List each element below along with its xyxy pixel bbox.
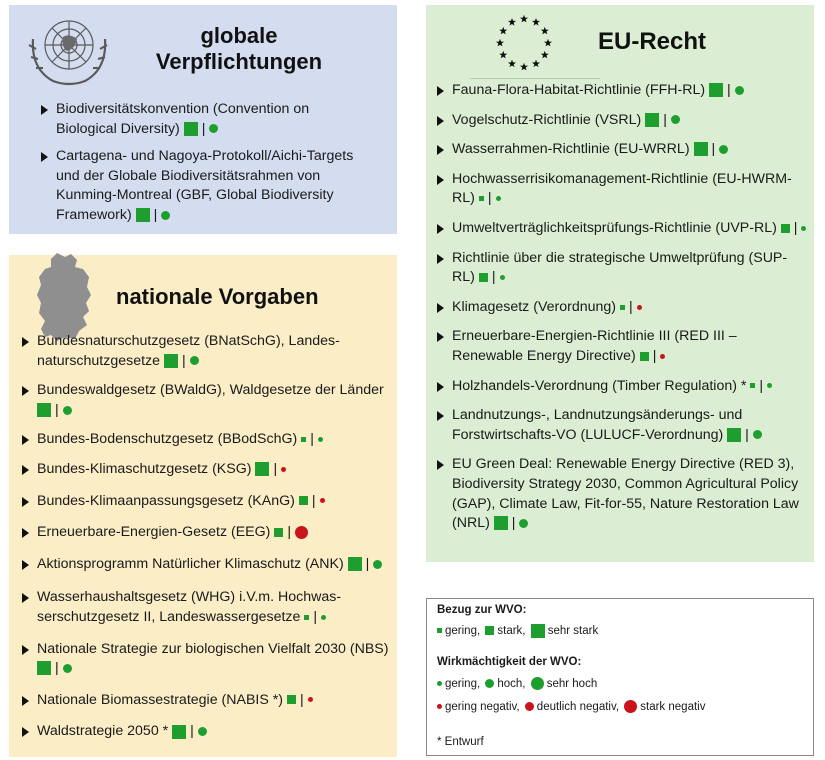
separator: | — [727, 82, 731, 98]
item-text: Waldstrategie 2050 * — [37, 723, 169, 740]
separator: | — [182, 352, 186, 369]
wirk-gering-symbol — [318, 437, 323, 442]
bezug-sehr-stark-symbol — [348, 557, 362, 571]
legend-bezug-sehr-stark: sehr stark — [547, 625, 599, 637]
national-item — [20, 430, 390, 450]
bezug-sehr-stark-symbol — [172, 725, 186, 739]
bezug-sehr-stark-symbol — [136, 208, 150, 222]
item-text: Nationale Strategie zur biologischen Vielfalt 2030 (NBS) — [37, 640, 389, 657]
item-text: Nationale Biomassestrategie (NABIS *) — [37, 691, 284, 708]
separator: | — [711, 141, 716, 158]
eu-star — [520, 15, 528, 23]
bezug-sehr-stark-symbol — [727, 428, 741, 442]
wirk-gering-symbol — [321, 615, 326, 620]
national-item — [20, 588, 390, 627]
eu-star — [496, 39, 504, 47]
bezug-stark-symbol — [274, 528, 283, 537]
separator: | — [311, 492, 316, 509]
eu-star — [544, 39, 552, 47]
separator: | — [201, 120, 206, 137]
wirk-hoch-symbol — [63, 664, 72, 673]
wirk-hoch-symbol — [190, 356, 199, 365]
item-text: Vogelschutz-Richtlinie (VSRL) — [452, 111, 642, 128]
eu-star — [499, 51, 507, 59]
bezug-gering-symbol — [479, 196, 484, 201]
wirk-hoch-symbol — [519, 519, 528, 528]
eu-item — [435, 327, 807, 366]
wirk-hoch-symbol — [671, 115, 680, 124]
wirk-gering-negativ-symbol — [320, 498, 325, 503]
national-item — [20, 523, 390, 543]
separator: | — [628, 298, 633, 315]
eu-star — [508, 18, 516, 26]
separator: | — [153, 206, 158, 223]
wirk-stark-negativ-symbol — [295, 526, 308, 539]
national-list — [20, 332, 390, 742]
bezug-gering-symbol — [750, 383, 755, 388]
eu-list — [435, 81, 807, 534]
item-text: Holzhandels-Verordnung (Timber Regulation) * — [452, 377, 747, 394]
separator: | — [652, 347, 657, 364]
item-text: Bundes-Klimaanpassungsgesetz (KAnG) — [37, 492, 295, 509]
wirk-hoch-symbol — [753, 430, 762, 439]
national-item — [20, 460, 390, 480]
wirk-gering-symbol — [767, 383, 772, 388]
national-requirements-panel — [9, 255, 397, 757]
eu-item — [435, 140, 807, 160]
legend-wirk-pos-row — [437, 676, 599, 692]
separator: | — [759, 377, 764, 394]
separator: | — [55, 660, 59, 677]
item-text: Bundes-Klimaschutzgesetz (KSG) — [37, 460, 252, 477]
bezug-sehr-stark-symbol — [494, 516, 508, 530]
item-text: Bundesnaturschutzgesetz (BNatSchG), Landes-naturschutzgesetze — [37, 333, 340, 369]
legend-wirk-sehr-hoch: sehr hoch — [546, 678, 598, 690]
wirk-hoch-symbol — [63, 406, 72, 415]
eu-item — [435, 81, 807, 101]
bezug-gering-symbol — [620, 305, 625, 310]
item-text: Fauna-Flora-Habitat-Richtlinie (FFH-RL) — [452, 82, 706, 98]
item-text: Wasserrahmen-Richtlinie (EU-WRRL) — [452, 141, 690, 158]
item-text: Bundeswaldgesetz (BWaldG), Waldgesetze der Länder — [37, 382, 384, 399]
wirk-hoch-symbol — [719, 145, 728, 154]
item-text: Aktionsprogramm Natürlicher Klimaschutz (ANK) — [37, 555, 344, 572]
eu-title: EU-Recht — [598, 28, 707, 55]
wirk-hoch-symbol — [161, 211, 170, 220]
bezug-gering-symbol — [304, 615, 309, 620]
item-text: Erneuerbare-Energien-Gesetz (EEG) — [37, 524, 271, 541]
eu-stars-icon — [494, 11, 554, 75]
separator: | — [273, 460, 278, 477]
legend-bezug-title: Bezug zur WVO: — [437, 604, 527, 616]
eu-star — [499, 27, 507, 35]
bezug-sehr-stark-symbol — [645, 113, 659, 127]
eu-star — [508, 60, 516, 68]
bezug-stark-symbol — [479, 273, 488, 282]
eu-item — [435, 111, 807, 131]
separator: | — [793, 219, 798, 236]
separator: | — [511, 515, 516, 532]
eu-item — [435, 249, 807, 288]
bezug-sehr-stark-symbol — [37, 403, 51, 417]
national-item — [20, 492, 390, 512]
separator: | — [190, 723, 194, 740]
wirk-gering-negativ-symbol — [637, 305, 642, 310]
bezug-sehr-stark-symbol — [694, 142, 708, 156]
eu-item — [435, 455, 807, 533]
eu-item — [435, 298, 807, 318]
eu-star — [532, 18, 540, 26]
legend-bezug-row — [437, 623, 600, 639]
separator: | — [310, 431, 314, 448]
item-text: Hochwasserrisikomanagement-Richtlinie (EU-HWRM-RL) — [452, 170, 792, 207]
legend-footnote: * Entwurf — [437, 736, 484, 748]
un-emblem-icon — [23, 9, 115, 91]
eu-star — [541, 27, 549, 35]
bezug-sehr-stark-symbol — [184, 122, 198, 136]
bezug-stark-symbol — [485, 626, 494, 635]
eu-star — [532, 60, 540, 68]
national-title: nationale Vorgaben — [116, 284, 319, 309]
item-text: Erneuerbare-Energien-Richtlinie III (RED III – Renewable Energy Directive) — [452, 328, 737, 364]
global-list — [39, 100, 369, 234]
wirk-sehr-hoch-symbol — [531, 677, 544, 690]
separator: | — [55, 401, 59, 418]
separator: | — [663, 111, 667, 128]
bezug-gering-symbol — [301, 437, 306, 442]
wirk-hoch-symbol — [373, 560, 382, 569]
wirk-hoch-symbol — [735, 86, 744, 95]
item-text: Umweltverträglichkeitsprüfungs-Richtlinie (UVP-RL) — [452, 219, 777, 236]
wirk-gering-negativ-symbol — [437, 704, 442, 709]
eu-star — [520, 63, 528, 71]
wirk-hoch-symbol — [198, 727, 207, 736]
separator: | — [365, 555, 370, 572]
wirk-gering-negativ-symbol — [308, 697, 313, 702]
wirk-deutlich-negativ-symbol — [525, 702, 534, 711]
eu-item — [435, 170, 807, 209]
national-item — [20, 555, 390, 575]
item-text: Cartagena- und Nagoya-Protokoll/Aichi-Targets und der Globale Biodiversitätsrahmen von Kunming-Montreal (GBF, Global Biodiversity Framework) — [56, 148, 354, 223]
legend-wirk-neg-row — [437, 699, 707, 715]
legend-wirk-gering: gering, — [445, 678, 481, 690]
separator: | — [745, 426, 749, 443]
bezug-stark-symbol — [781, 224, 790, 233]
item-text: Landnutzungs-, Landnutzungsänderungs- und Forstwirtschafts-VO (LULUCF-Verordnung) — [452, 407, 743, 443]
wirk-gering-symbol — [437, 681, 442, 686]
separator: | — [313, 608, 318, 625]
legend-wirk-title: Wirkmächtigkeit der WVO: — [437, 656, 582, 668]
eu-item — [435, 219, 807, 239]
bezug-sehr-stark-symbol — [255, 462, 269, 476]
wirk-gering-symbol — [496, 196, 501, 201]
legend-wirk-gering-negativ: gering negativ, — [445, 701, 520, 713]
legend-wirk-stark-negativ: stark negativ — [640, 701, 706, 713]
national-item — [20, 640, 390, 679]
eu-item — [435, 406, 807, 445]
national-item — [20, 332, 390, 371]
bezug-stark-symbol — [640, 352, 649, 361]
item-text: Wasserhaushaltsgesetz (WHG) i.V.m. Hochwas-serschutzgesetz II, Landeswassergesetze — [37, 589, 342, 625]
eu-divider — [470, 78, 600, 79]
item-text: Biodiversitätskonvention (Convention on Biological Diversity) — [56, 101, 310, 137]
bezug-stark-symbol — [287, 695, 296, 704]
wirk-gering-symbol — [801, 226, 806, 231]
bezug-sehr-stark-symbol — [164, 354, 178, 368]
eu-star — [541, 51, 549, 59]
separator: | — [299, 691, 304, 708]
global-commitments-panel — [9, 5, 397, 234]
germany-map-icon — [31, 251, 101, 343]
legend-wirk-hoch: hoch, — [497, 678, 526, 690]
item-text: Richtlinie über die strategische Umweltprüfung (SUP-RL) — [452, 249, 788, 286]
legend-box — [426, 598, 814, 756]
eu-law-panel — [426, 5, 814, 562]
separator: | — [491, 269, 496, 286]
wirk-gering-negativ-symbol — [660, 354, 665, 359]
national-item — [20, 722, 390, 742]
wirk-hoch-symbol — [485, 679, 494, 688]
wirk-hoch-symbol — [209, 124, 218, 133]
bezug-sehr-stark-symbol — [37, 661, 51, 675]
bezug-gering-symbol — [437, 628, 442, 633]
wirk-gering-negativ-symbol — [281, 467, 286, 472]
separator: | — [487, 190, 492, 207]
legend-wirk-deutlich-negativ: deutlich negativ, — [536, 701, 620, 713]
bezug-sehr-stark-symbol — [709, 83, 723, 97]
wirk-gering-symbol — [500, 275, 505, 280]
item-text: Klimagesetz (Verordnung) — [452, 298, 617, 315]
separator: | — [287, 524, 292, 541]
national-item — [20, 381, 390, 420]
item-text: EU Green Deal: Renewable Energy Directive (RED 3), Biodiversity Strategy 2030, Common Agricultural Policy (GAP), Climate Law, Fit-for-55, Nature Restoration Law (NRL) — [452, 456, 799, 532]
item-text: Bundes-Bodenschutzgesetz (BBodSchG) — [37, 431, 298, 448]
global-item — [39, 147, 369, 225]
bezug-stark-symbol — [299, 496, 308, 505]
wirk-stark-negativ-symbol — [624, 700, 637, 713]
eu-item — [435, 377, 807, 397]
global-title: globale Verpflichtungen — [155, 23, 323, 74]
legend-bezug-gering: gering, — [445, 625, 481, 637]
bezug-sehr-stark-symbol — [531, 624, 545, 638]
national-item — [20, 691, 390, 711]
legend-bezug-stark: stark, — [497, 625, 526, 637]
global-item — [39, 100, 369, 139]
